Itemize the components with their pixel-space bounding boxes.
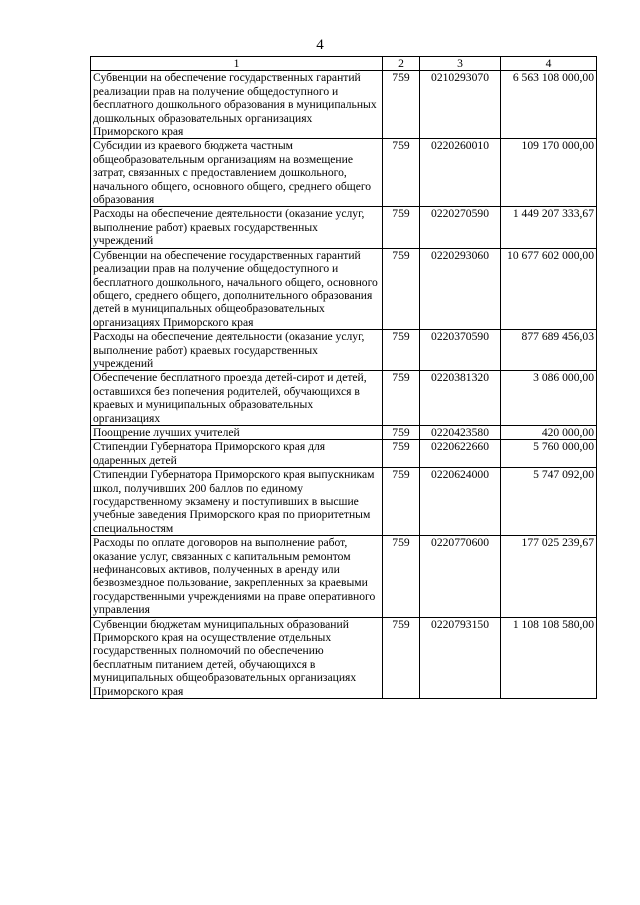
- table-row: [91, 71, 597, 139]
- table-row: [91, 330, 597, 371]
- table-row: [91, 425, 597, 439]
- row-amount: 177 025 239,67: [501, 536, 597, 617]
- row-amount: 5 747 092,00: [501, 468, 597, 536]
- table-row: [91, 440, 597, 468]
- row-description: Поощрение лучших учителей: [91, 425, 383, 439]
- row-target-code: 0220270590: [420, 207, 501, 248]
- table-header-row: [91, 57, 597, 71]
- row-amount: 1 108 108 580,00: [501, 617, 597, 698]
- table-row: [91, 617, 597, 698]
- row-description: Расходы на обеспечение деятельности (оказание услуг, выполнение работ) краевых государственных учреждений: [91, 207, 383, 248]
- row-description: Расходы по оплате договоров на выполнение работ, оказание услуг, связанных с капитальным ремонтом нефинансовых активов, полученных в аренду или безвозмездное пользование, закрепленных за краевыми государственными учреждениями на праве оперативного управления: [91, 536, 383, 617]
- row-ministry-code: 759: [383, 536, 420, 617]
- row-description: Обеспечение бесплатного проезда детей-сирот и детей, оставшихся без попечения родителей, обучающихся в краевых и муниципальных образовательных организациях: [91, 371, 383, 426]
- table-row: [91, 248, 597, 329]
- row-target-code: 0220370590: [420, 330, 501, 371]
- row-target-code: 0220624000: [420, 468, 501, 536]
- row-target-code: 0220770600: [420, 536, 501, 617]
- table-row: [91, 536, 597, 617]
- row-amount: 877 689 456,03: [501, 330, 597, 371]
- row-amount: 109 170 000,00: [501, 139, 597, 207]
- row-target-code: 0220793150: [420, 617, 501, 698]
- row-amount: 10 677 602 000,00: [501, 248, 597, 329]
- row-amount: 1 449 207 333,67: [501, 207, 597, 248]
- row-description: Субвенции бюджетам муниципальных образований Приморского края на осуществление отдельных государственных полномочий по обеспечению бесплатным питанием детей, обучающихся в муниципальных общеобразовательных организациях Приморского края: [91, 617, 383, 698]
- row-ministry-code: 759: [383, 139, 420, 207]
- row-ministry-code: 759: [383, 440, 420, 468]
- table-row: [91, 139, 597, 207]
- column-header: 3: [420, 57, 501, 71]
- row-description: Субвенции на обеспечение государственных гарантий реализации прав на получение общедоступного и бесплатного дошкольного, начального общего, основного общего, среднего общего, дополнительного образования детей в муниципальных общеобразовательных организациях Приморского края: [91, 248, 383, 329]
- row-description: Субсидии из краевого бюджета частным общеобразовательным организациям на возмещение затрат, связанных с предоставлением дошкольного, начального общего, основного общего, среднего общего образования: [91, 139, 383, 207]
- row-ministry-code: 759: [383, 617, 420, 698]
- row-ministry-code: 759: [383, 468, 420, 536]
- row-description: Стипендии Губернатора Приморского края выпускникам школ, получивших 200 баллов по единому государственному экзамену и поступивших в высшие учебные заведения Приморского края по приоритетным специальностям: [91, 468, 383, 536]
- row-amount: 3 086 000,00: [501, 371, 597, 426]
- row-ministry-code: 759: [383, 330, 420, 371]
- row-amount: 420 000,00: [501, 425, 597, 439]
- table-row: [91, 468, 597, 536]
- table-row: [91, 371, 597, 426]
- row-ministry-code: 759: [383, 207, 420, 248]
- row-ministry-code: 759: [383, 425, 420, 439]
- row-amount: 5 760 000,00: [501, 440, 597, 468]
- row-target-code: 0220381320: [420, 371, 501, 426]
- row-ministry-code: 759: [383, 248, 420, 329]
- row-target-code: 0220293060: [420, 248, 501, 329]
- row-amount: 6 563 108 000,00: [501, 71, 597, 139]
- row-description: Стипендии Губернатора Приморского края для одаренных детей: [91, 440, 383, 468]
- column-header: 4: [501, 57, 597, 71]
- row-description: Субвенции на обеспечение государственных гарантий реализации прав на получение общедоступного и бесплатного дошкольного образования в муниципальных дошкольных образовательных организациях Приморского края: [91, 71, 383, 139]
- row-target-code: 0220260010: [420, 139, 501, 207]
- column-header: 2: [383, 57, 420, 71]
- page-number: 4: [316, 37, 324, 53]
- row-ministry-code: 759: [383, 371, 420, 426]
- row-description: Расходы на обеспечение деятельности (оказание услуг, выполнение работ) краевых государственных учреждений: [91, 330, 383, 371]
- row-target-code: 0220622660: [420, 440, 501, 468]
- row-ministry-code: 759: [383, 71, 420, 139]
- column-header: 1: [91, 57, 383, 71]
- row-target-code: 0210293070: [420, 71, 501, 139]
- table-row: [91, 207, 597, 248]
- row-target-code: 0220423580: [420, 425, 501, 439]
- budget-table: [90, 56, 597, 699]
